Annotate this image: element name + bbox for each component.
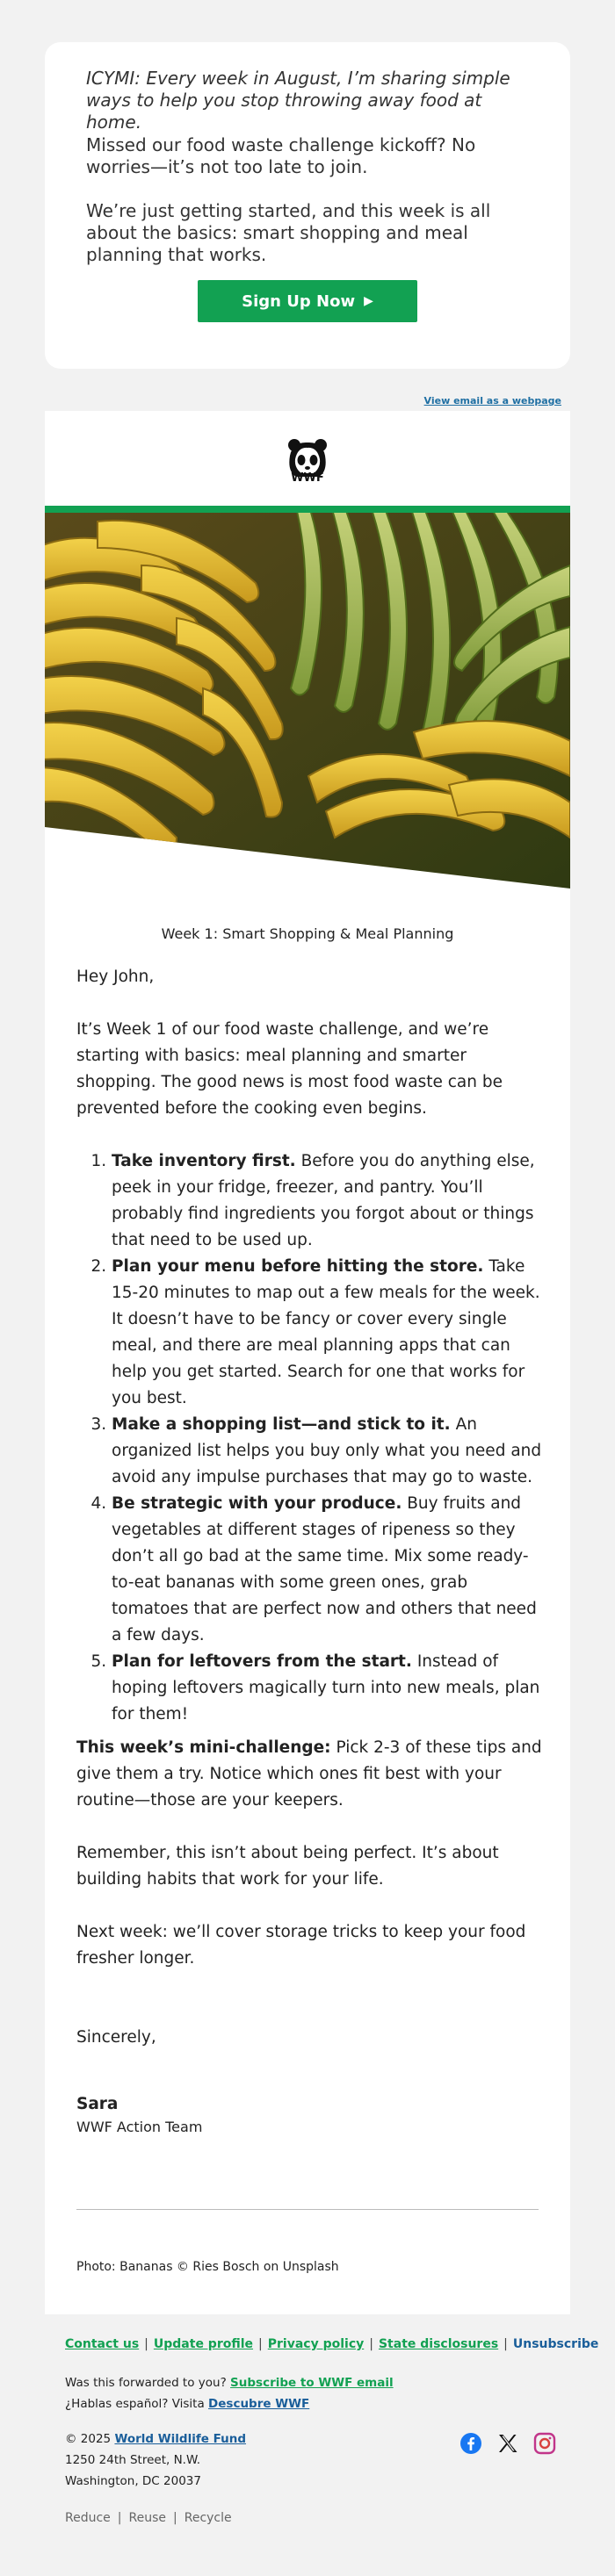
greeting: Hey John, xyxy=(76,968,155,986)
tip-title: Plan your menu before hitting the store. xyxy=(112,1257,484,1276)
intro-text: It’s Week 1 of our food waste challenge, and we’re starting with basics: meal planning and smarter shopping. The good news is most food waste can be prevented before the cooking even begins. xyxy=(76,1020,503,1118)
intro-paragraph-3: We’re just getting started, and this week is all about the basics: smart shopping and meal planning that works. xyxy=(86,200,491,265)
address-line-2: Washington, DC 20037 xyxy=(65,2474,201,2488)
signature-team: WWF Action Team xyxy=(76,2119,203,2135)
list-item xyxy=(112,1254,542,1412)
tips-list xyxy=(76,1148,542,1728)
unsubscribe-link[interactable]: Unsubscribe xyxy=(512,2337,599,2351)
intro-paragraph-1: ICYMI: Every week in August, I’m sharing simple ways to help you stop throwing away food at home. xyxy=(86,68,510,133)
separator: | xyxy=(369,2337,373,2351)
email-content xyxy=(76,964,542,2139)
forwarded-info xyxy=(65,2372,394,2414)
tagline xyxy=(65,2511,232,2525)
tip-text: An organized list helps you buy only what you need and avoid any impulse purchases that may go to waste. xyxy=(112,1415,542,1486)
footer-links xyxy=(65,2337,598,2351)
tip-text: Instead of hoping leftovers magically turn into new meals, plan for them! xyxy=(112,1652,540,1723)
separator: | xyxy=(173,2511,177,2525)
privacy-policy-link[interactable]: Privacy policy xyxy=(267,2337,365,2351)
bananas-hero-image xyxy=(45,513,570,889)
sign-up-label: Sign Up Now xyxy=(242,291,356,311)
next-week-text: Next week: we’ll cover storage tricks to keep your food fresher longer. xyxy=(76,1923,526,1968)
descubre-wwf-link[interactable]: Descubre WWF xyxy=(208,2397,310,2411)
signature-name: Sara xyxy=(76,2095,119,2113)
list-item xyxy=(112,1491,542,1649)
tip-title: Plan for leftovers from the start. xyxy=(112,1652,412,1671)
x-icon[interactable] xyxy=(496,2432,519,2455)
footer-divider xyxy=(76,2209,539,2210)
forwarded-text: Was this forwarded to you? xyxy=(65,2376,231,2390)
intro-paragraph-2: Missed our food waste challenge kickoff? No worries—it’s not too late to join. xyxy=(86,134,476,177)
contact-us-link[interactable]: Contact us xyxy=(65,2337,140,2351)
social-icons xyxy=(459,2432,556,2455)
spanish-text: ¿Hablas español? Visita xyxy=(65,2397,209,2411)
list-item xyxy=(112,1148,542,1254)
tip-text: Take 15-20 minutes to map out a few meals for the week. It doesn’t have to be fancy or cover every single meal, and there are meal planning apps that can help you get started. Search for one that works for you best. xyxy=(112,1257,540,1407)
tip-text: Buy fruits and vegetables at different stages of ripeness so they don’t all go bad at the same time. Mix some ready-to-eat bananas with some green ones, grab tomatoes that are perfect now and others that need a few days. xyxy=(112,1494,537,1644)
signoff: Sincerely, xyxy=(76,2028,156,2047)
remember-text: Remember, this isn’t about being perfect. It’s about building habits that work for your life. xyxy=(76,1844,499,1889)
photo-credit: Photo: Bananas © Ries Bosch on Unsplash xyxy=(76,2260,339,2274)
view-as-webpage-link[interactable]: View email as a webpage xyxy=(423,395,561,407)
green-divider xyxy=(45,506,570,513)
mini-challenge xyxy=(76,1735,542,1814)
mini-challenge-text: Pick 2-3 of these tips and give them a try. Notice which ones fit best with your routine—those are your keepers. xyxy=(76,1738,542,1810)
address-block xyxy=(65,2428,246,2492)
copyright: © 2025 xyxy=(65,2432,115,2446)
sign-up-button[interactable] xyxy=(198,280,417,322)
mini-challenge-title: This week’s mini-challenge: xyxy=(76,1738,331,1757)
intro-card xyxy=(45,42,570,369)
tip-text: Before you do anything else, peek in your fridge, freezer, and pantry. You’ll probably find ingredients you forgot about or things that need to be used up. xyxy=(112,1152,535,1249)
separator: | xyxy=(144,2337,148,2351)
list-item xyxy=(112,1649,542,1728)
instagram-icon[interactable] xyxy=(533,2432,556,2455)
hero-caption: Week 1: Smart Shopping & Meal Planning xyxy=(161,925,454,942)
facebook-icon[interactable] xyxy=(459,2432,482,2455)
logo-text: WWF xyxy=(291,471,324,485)
update-profile-link[interactable]: Update profile xyxy=(153,2337,254,2351)
separator: | xyxy=(258,2337,263,2351)
tagline-recycle: Recycle xyxy=(184,2511,232,2525)
list-item xyxy=(112,1412,542,1491)
tagline-reuse: Reuse xyxy=(128,2511,167,2525)
tagline-reduce: Reduce xyxy=(65,2511,111,2525)
org-name-link[interactable]: World Wildlife Fund xyxy=(114,2432,247,2446)
tip-title: Make a shopping list—and stick to it. xyxy=(112,1415,451,1434)
email-body xyxy=(45,411,570,2314)
play-triangle-icon: ▶ xyxy=(364,294,373,308)
tip-title: Take inventory first. xyxy=(112,1152,296,1170)
state-disclosures-link[interactable]: State disclosures xyxy=(378,2337,499,2351)
signature xyxy=(76,2093,542,2139)
tip-title: Be strategic with your produce. xyxy=(112,1494,402,1513)
address-line-1: 1250 24th Street, N.W. xyxy=(65,2453,201,2467)
subscribe-link[interactable]: Subscribe to WWF email xyxy=(230,2376,394,2390)
separator: | xyxy=(503,2337,508,2351)
separator: | xyxy=(117,2511,122,2525)
